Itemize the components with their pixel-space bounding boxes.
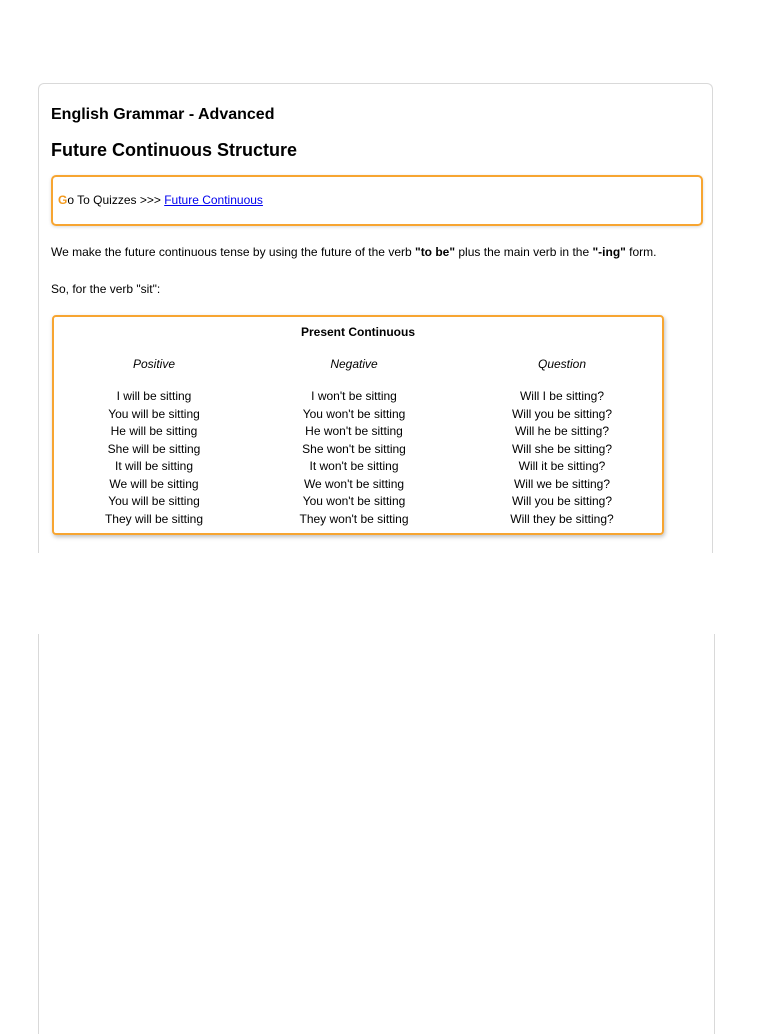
intro-text-1: We make the future continuous tense by using the future of the verb xyxy=(51,245,415,259)
question-header: Question xyxy=(537,357,587,371)
table-cell: Will she be sitting? xyxy=(511,441,613,456)
table-cell: It won't be sitting xyxy=(309,459,399,473)
intro-paragraph xyxy=(51,245,657,259)
table-cell: You will be sitting xyxy=(108,494,200,508)
negative-header: Negative xyxy=(330,357,378,371)
table-cell: Will he be sitting? xyxy=(514,424,610,438)
table-cell: Will you be sitting? xyxy=(511,494,613,508)
positive-header: Positive xyxy=(132,357,176,371)
conjugation-table xyxy=(52,315,664,535)
positive-column xyxy=(54,357,254,528)
table-cell: They won't be sitting xyxy=(299,511,409,526)
table-cell: Will I be sitting? xyxy=(519,389,605,403)
table-cell: We won't be sitting xyxy=(303,476,405,491)
table-cell: They will be sitting xyxy=(104,511,204,526)
quiz-first-letter: G xyxy=(58,193,68,207)
site-title: English Grammar - Advanced xyxy=(51,106,275,123)
intro-bold-to-be: "to be" xyxy=(415,245,456,259)
table-cell: We will be sitting xyxy=(109,476,199,491)
table-heading: Present Continuous xyxy=(300,325,415,339)
page-title: Future Continuous Structure xyxy=(51,140,297,160)
negative-column xyxy=(254,357,454,528)
table-cell: Will they be sitting? xyxy=(510,511,614,526)
quiz-callout xyxy=(51,175,703,226)
table-cell: He will be sitting xyxy=(110,424,198,438)
content-card xyxy=(38,83,713,553)
table-cell: She won't be sitting xyxy=(302,441,406,456)
intro-text-3: form. xyxy=(625,245,657,259)
table-cell: It will be sitting xyxy=(114,459,194,473)
intro-bold-ing: "-ing" xyxy=(592,245,626,259)
table-cell: I won't be sitting xyxy=(311,389,397,403)
table-cell: You will be sitting xyxy=(108,406,200,421)
table-cell: I will be sitting xyxy=(116,389,192,403)
intro-text-2: plus the main verb in the xyxy=(455,245,593,259)
table-cell: Will you be sitting? xyxy=(511,406,613,421)
content-card-continuation xyxy=(38,634,715,1034)
table-cell: He won't be sitting xyxy=(305,424,403,438)
verb-example-line: So, for the verb "sit": xyxy=(51,282,161,296)
question-column xyxy=(462,357,662,528)
table-cell: You won't be sitting xyxy=(302,406,406,421)
quiz-prefix: o To Quizzes >>> xyxy=(67,193,165,207)
table-cell: Will it be sitting? xyxy=(518,459,606,473)
table-cell: She will be sitting xyxy=(107,441,201,456)
table-cell: Will we be sitting? xyxy=(513,476,611,491)
future-continuous-quiz-link[interactable]: Future Continuous xyxy=(164,193,263,207)
table-cell: You won't be sitting xyxy=(302,494,406,508)
